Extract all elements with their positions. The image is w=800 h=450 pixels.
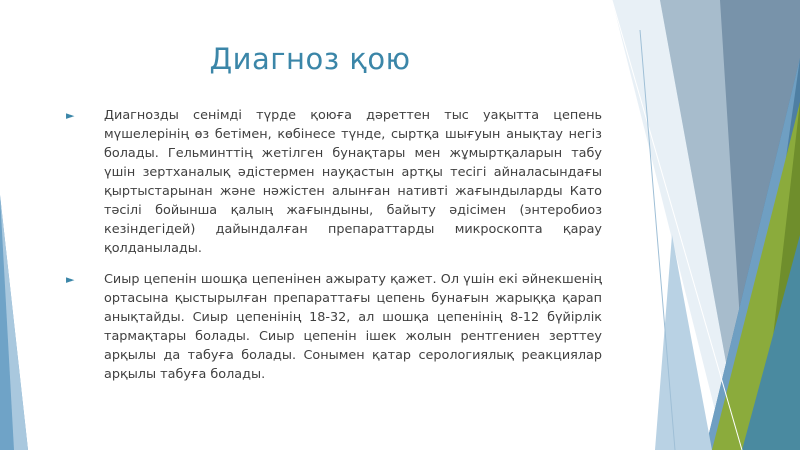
bullet-text: Диагнозды сенімді түрде қоюға дәреттен тыс уақытта цепень мүшелерінің өз бетімен, көбінесе түнде, сыртқа шығуын анықтау негіз болады. Гельминттің жетілген бунақтары мен жұмыртқаларын табу үшін зертханалық әдістермен науқастын артқы тесігі айналасындағы қыртыстарынан және нәжістен алынған нативті жағындыларды Като тәсілі бойынша қалың жағындыны, байыту әдісімен (энтеробиоз кезіндегідей) дайындалған препараттарды микроскопта қарау қолданылады. [104,108,602,256]
bullet-item [62,106,602,258]
bullet-arrow-icon: ► [66,273,75,286]
slide-title: Диагноз қою [209,42,411,76]
bullet-arrow-icon: ► [66,109,75,122]
bullet-text: Сиыр цепенін шошқа цепенінен ажырату қажет. Ол үшін екі әйнекшенің ортасына қыстырылған препараттағы цепень бунағын жарыққа қарап анықтайды. Сиыр цепенінің 18-32, ал шошқа цепенінің 8-12 бүйірлік тармақтары болады. Сиыр цепенін ішек жолын рентгениен зерттеу арқылы да табуға болады. Сонымен қатар серологиялық реакциялар арқылы табуға болады. [104,272,602,382]
bullet-list [62,106,602,396]
bullet-item [62,270,602,384]
